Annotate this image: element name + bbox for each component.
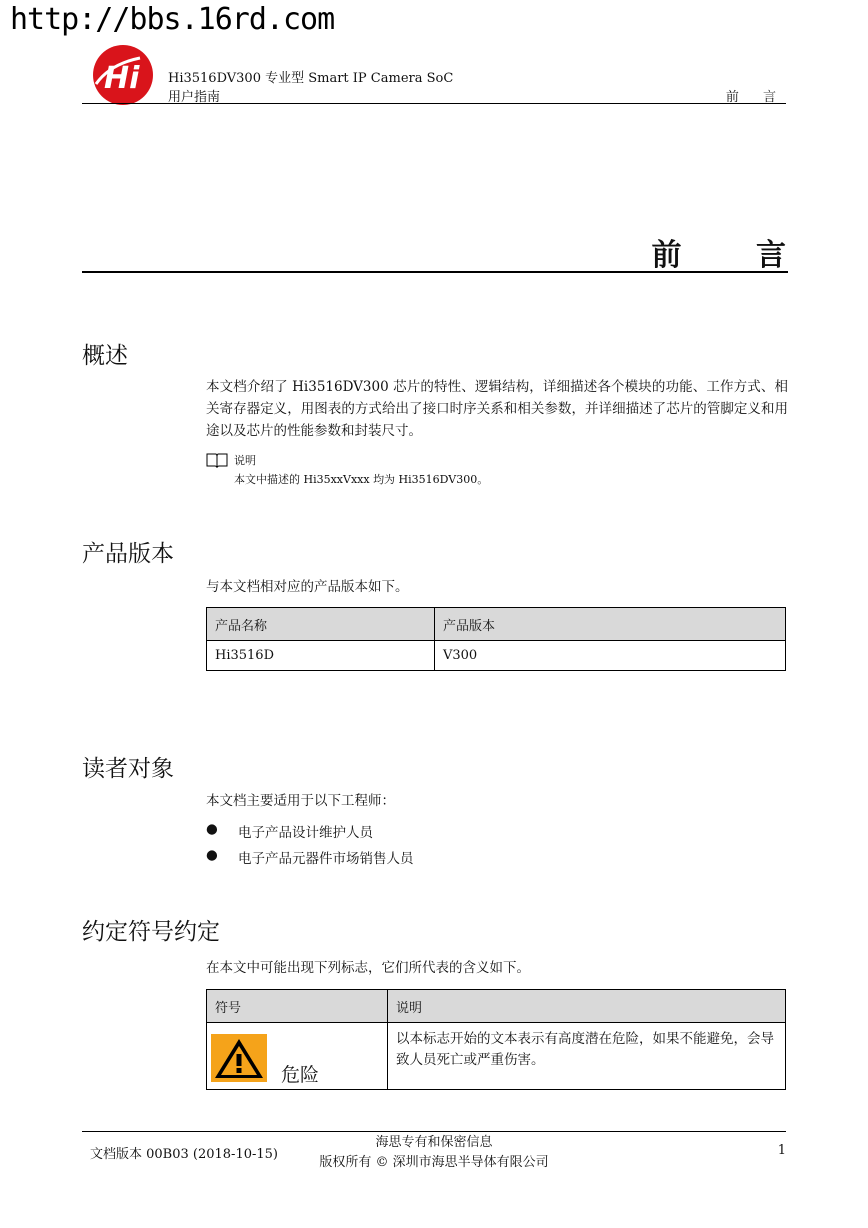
footer-version: 文档版本 00B03 (2018-10-15) <box>90 1147 278 1162</box>
version-table <box>206 607 786 671</box>
danger-warning-icon <box>211 1034 267 1082</box>
version-table-cell: Hi3516D <box>207 641 435 671</box>
page-title: 前 言 <box>651 238 818 273</box>
conventions-table <box>206 989 786 1090</box>
hisilicon-logo <box>90 44 156 106</box>
table-row <box>207 641 786 671</box>
bullet-icon: ● <box>206 847 218 863</box>
version-table-cell: V300 <box>435 641 786 671</box>
danger-label: 危险 <box>281 1064 320 1086</box>
version-intro: 与本文档相对应的产品版本如下。 <box>206 579 409 595</box>
version-table-header-name: 产品名称 <box>207 608 435 641</box>
header-product: Hi3516DV300 专业型 Smart IP Camera SoC <box>168 71 454 86</box>
conventions-description-cell: 以本标志开始的文本表示有高度潜在危险，如果不能避免，会导致人员死亡或严重伤害。 <box>388 1023 786 1090</box>
overview-heading: 概述 <box>82 343 128 369</box>
svg-text:Hi: Hi <box>104 61 140 96</box>
audience-intro: 本文档主要适用于以下工程师： <box>206 793 395 809</box>
header-rule <box>82 103 786 104</box>
list-item: 电子产品元器件市场销售人员 <box>238 851 414 867</box>
version-table-header-version: 产品版本 <box>435 608 786 641</box>
watermark-url: http://bbs.16rd.com <box>10 2 335 37</box>
conventions-intro: 在本文中可能出现下列标志，它们所代表的含义如下。 <box>206 960 530 976</box>
footer-copyright: 版权所有 © 深圳市海思半导体有限公司 <box>319 1155 549 1170</box>
conventions-table-header-description: 说明 <box>388 990 786 1023</box>
book-icon <box>206 452 228 468</box>
footer-confidential: 海思专有和保密信息 <box>375 1135 493 1150</box>
conventions-symbol-cell <box>207 1023 388 1090</box>
table-row <box>207 1023 786 1090</box>
audience-heading: 读者对象 <box>82 756 174 782</box>
version-heading: 产品版本 <box>82 541 174 567</box>
header-section: 前 言 <box>725 90 786 105</box>
title-rule <box>82 271 788 273</box>
overview-body: 本文档介绍了 Hi3516DV300 芯片的特性、逻辑结构，详细描述各个模块的功能、工作方式、相关寄存器定义，用图表的方式给出了接口时序关系和相关参数，并详细描述了芯片的管脚定义和用途以及芯片的性能参数和封装尺寸。 <box>206 379 788 439</box>
note-text: 本文中描述的 Hi35xxVxxx 均为 Hi3516DV300。 <box>234 473 489 486</box>
header-doc-type: 用户指南 <box>168 90 221 105</box>
note-label: 说明 <box>234 454 256 467</box>
bullet-icon: ● <box>206 821 218 837</box>
conventions-heading: 约定符号约定 <box>82 919 220 945</box>
page-number: 1 <box>777 1143 786 1158</box>
conventions-table-header-symbol: 符号 <box>207 990 388 1023</box>
list-item: 电子产品设计维护人员 <box>238 825 373 841</box>
